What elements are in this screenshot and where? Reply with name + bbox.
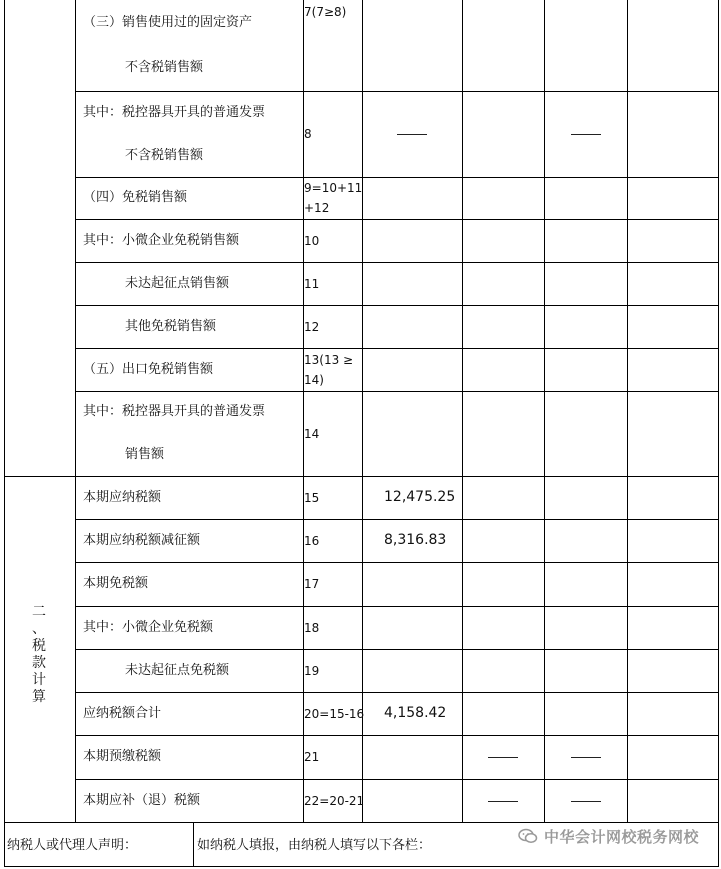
- not-applicable-dash: [488, 801, 518, 802]
- row-code: 20=15-16: [304, 706, 365, 721]
- row-code: 21: [304, 750, 320, 764]
- table-row: [4, 391, 719, 476]
- declaration-label: 纳税人或代理人声明：: [7, 838, 138, 853]
- row-label: 本期应纳税额减征额: [83, 532, 201, 548]
- table-row: [4, 779, 719, 822]
- row-label: 不含税销售额: [125, 147, 204, 163]
- row-label: （五）出口免税销售额: [83, 361, 214, 377]
- row-value: 8,316.83: [384, 531, 447, 548]
- table-row: [4, 0, 719, 91]
- row-label: 本期免税额: [83, 576, 149, 591]
- table-row: [4, 606, 719, 649]
- row-label: 不含税销售额: [125, 60, 204, 76]
- watermark-text: 中华会计网校税务网校: [543, 828, 699, 846]
- grid-line-vertical: [193, 822, 194, 866]
- table-row: [4, 305, 719, 348]
- row-label: 其中：小微企业免税额: [83, 619, 214, 635]
- row-label: （三）销售使用过的固定资产: [83, 14, 253, 30]
- table-row: [4, 476, 719, 519]
- row-label: 其中：税控器具开具的普通发票: [83, 104, 266, 120]
- watermark: [518, 826, 699, 848]
- row-label: 应纳税额合计: [83, 705, 162, 721]
- row-label: 未达起征点免税额: [125, 662, 230, 678]
- instruction-text: 如纳税人填报，由纳税人填写以下各栏：: [197, 838, 432, 853]
- row-code: 10: [304, 233, 320, 248]
- table-row: [4, 562, 719, 606]
- tax-return-table: [4, 0, 720, 869]
- table-row: [4, 348, 719, 391]
- row-code: 8: [304, 127, 312, 141]
- row-code: 11: [304, 276, 320, 291]
- row-label: 本期应纳税额: [83, 489, 162, 505]
- row-label: （四）免税销售额: [83, 190, 188, 205]
- not-applicable-dash: [397, 134, 427, 135]
- row-code: 14: [304, 426, 320, 441]
- row-code: 13(13 ≥: [304, 352, 354, 367]
- row-value: 4,158.42: [384, 704, 447, 721]
- wechat-icon: [518, 828, 538, 848]
- row-code: 19: [304, 663, 320, 678]
- row-code: 14): [304, 372, 324, 387]
- table-row: [4, 692, 719, 735]
- table-row: [4, 177, 719, 219]
- row-code: 15: [304, 490, 320, 505]
- row-label: 销售额: [125, 446, 165, 462]
- table-row: [4, 649, 719, 692]
- row-code: 7(7≥8): [304, 5, 347, 19]
- table-row: [4, 219, 719, 262]
- table-row: [4, 519, 719, 562]
- row-code: 18: [304, 620, 320, 635]
- not-applicable-dash: [488, 757, 518, 758]
- row-code: 9=10+11: [304, 181, 363, 195]
- row-label: 其中：税控器具开具的普通发票: [83, 404, 266, 420]
- row-label: 本期应补（退）税额: [83, 792, 201, 808]
- row-code: 17: [304, 577, 320, 591]
- row-label: 其他免税销售额: [125, 318, 217, 334]
- row-label: 未达起征点销售额: [125, 275, 230, 291]
- section-label: 二 、 税 款 计 算: [32, 604, 46, 705]
- table-row: [4, 262, 719, 305]
- not-applicable-dash: [571, 801, 601, 802]
- table-row: [4, 91, 719, 177]
- grid-line-horizontal: [4, 866, 719, 867]
- row-code: +12: [304, 201, 330, 215]
- row-code: 12: [304, 319, 320, 334]
- grid-line-horizontal: [4, 822, 719, 823]
- row-code: 16: [304, 533, 320, 548]
- row-label: 其中：小微企业免税销售额: [83, 232, 240, 248]
- not-applicable-dash: [571, 134, 601, 135]
- row-label: 本期预缴税额: [83, 749, 162, 764]
- row-code: 22=20-21: [304, 793, 365, 808]
- row-value: 12,475.25: [384, 488, 456, 505]
- table-row: [4, 735, 719, 779]
- not-applicable-dash: [571, 757, 601, 758]
